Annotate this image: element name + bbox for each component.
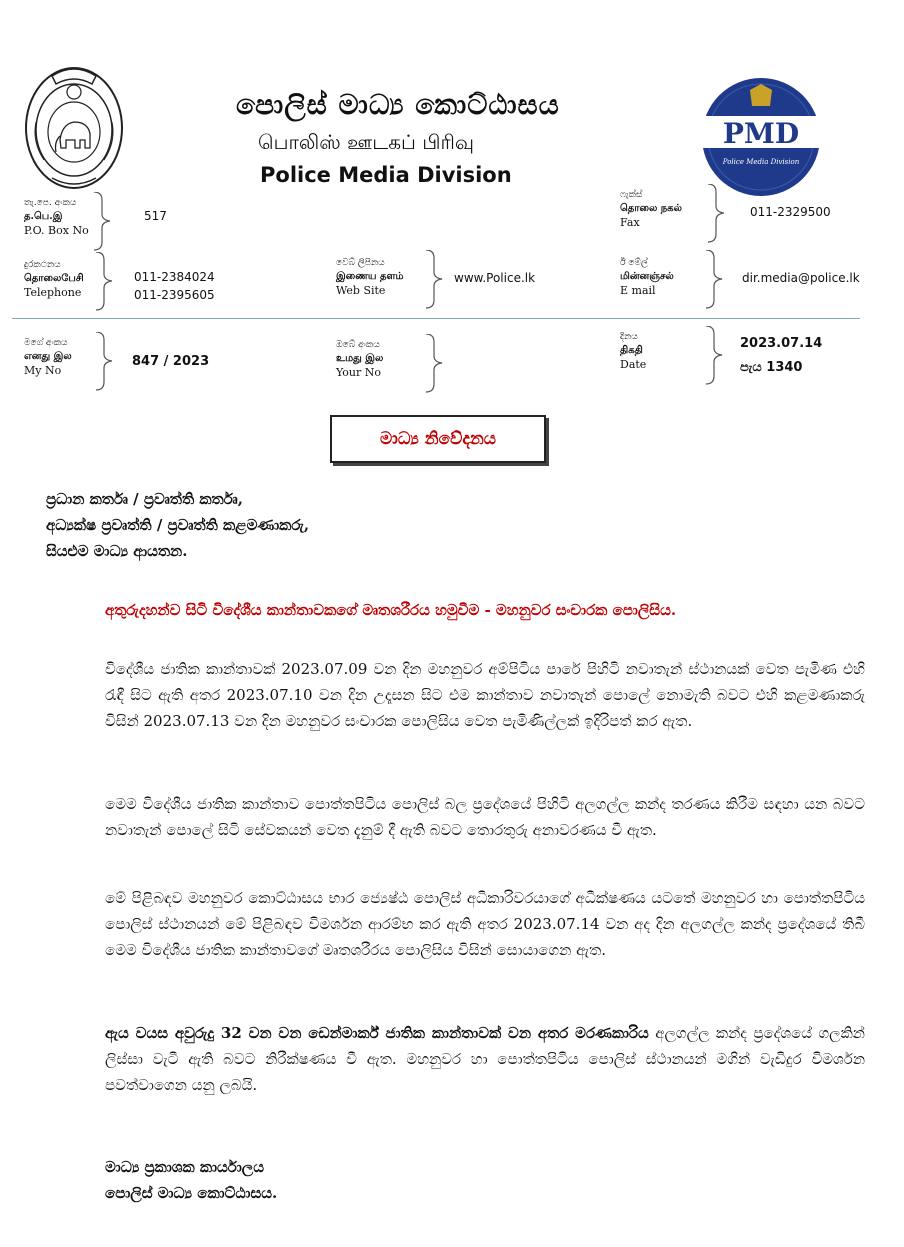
- telephone-value-2: 011-2395605: [134, 288, 215, 302]
- website-value[interactable]: www.Police.lk: [454, 271, 536, 285]
- brace-icon: [704, 250, 726, 310]
- title-english: Police Media Division: [260, 163, 512, 187]
- signature-line: මාධ්‍ය ප්‍රකාශක කාර්යාලය: [105, 1158, 265, 1176]
- media-release-title: මාධ්‍ය නිවේදනය: [330, 415, 546, 463]
- pmd-logo-text: PMD: [722, 117, 800, 150]
- pmd-logo-caption: Police Media Division: [722, 158, 800, 166]
- my-no-label: මගේ අංකය எனது இல My No: [24, 338, 72, 377]
- your-no-label: ඔබේ අංකය உமது இல Your No: [336, 340, 384, 379]
- paragraph-4-rest: අලගල්ල කන්ද ප්‍රදේශයේ ගලකින් ලිස්සා වැටී ඇති බවට නිරීක්ෂණය වී ඇත. මහනුවර හා පොත්තපිටිය පොලිස් ස්ථානයන් මගින් වැඩිදුර විමර්ශන පවත්වාගෙන යනු ලබයි.: [105, 1024, 865, 1094]
- title-tamil: பொலிஸ் ஊடகப் பிரிவு: [258, 130, 475, 154]
- addressee-line: සියළුම මාධ්‍ය ආයතන.: [46, 542, 188, 560]
- pobox-value: 517: [144, 209, 167, 223]
- website-label: වෙබ් ලිපිනය இணைய தளம் Web Site: [336, 258, 404, 297]
- brace-icon: [704, 326, 726, 386]
- my-no-value: 847 / 2023: [132, 354, 210, 369]
- paragraph-2: මෙම විදේශීය ජාතික කාන්තාව පොත්තපිටිය පොලිස් බල ප්‍රදේශයේ පිහිටි අලගල්ල කන්ද තරණය කිරීම සඳහා යන බවට නවාතැන් පොලේ සිටි සේවකයන් වෙත දැනුම් දී ඇති බවට තොරතුරු අනාවරණය වී ඇත.: [105, 795, 865, 839]
- addressee-line: අධ්‍යක්ෂ ප්‍රවෘත්ති / ප්‍රවෘත්ති කළමණාකරු,: [46, 516, 310, 534]
- brace-icon: [424, 250, 446, 310]
- paragraph-1: විදේශීය ජාතික කාන්තාවක් 2023.07.09 වන දින මහනුවර අම්පිටිය පාරේ පිහිටි නවාතැන් ස්ථානයක් වෙත පැමිණ එහි රැඳී සිට ඇති අතර 2023.07.10 වන දින උදෑසන සිට එම කාන්තාව නවාතැන් පොලේ නොමැති බවට එහි කළමණාකරු විසින් 2023.07.13 වන දින මහනුවර සංචාරක පොලිසිය වෙත පැමිණිල්ලක් ඉදිරිපත් කර ඇත.: [105, 660, 865, 730]
- divider: [12, 318, 860, 319]
- brace-icon: [94, 252, 116, 312]
- headline: අතුරුදහන්ව සිටි විදේශීය කාන්තාවකගේ මෘතශරීරය හමුවීම - මහනුවර සංචාරක පොලිසිය.: [105, 601, 677, 619]
- addressee-line: ප්‍රධාන කර්තෘ / ප්‍රවෘත්ති කර්තෘ,: [46, 490, 243, 508]
- email-value[interactable]: dir.media@police.lk: [742, 271, 860, 285]
- addressees: [46, 486, 309, 564]
- date-value: 2023.07.14: [740, 336, 823, 351]
- brace-icon: [94, 332, 116, 392]
- fax-label: ෆැක්ස් தொலை நகல் Fax: [620, 190, 682, 229]
- paragraph-3: මේ පිළිබඳව මහනුවර කොට්ඨාසය භාර ජ්‍යෙෂ්ඨ පොලිස් අධිකාරිවරයාගේ අධීක්ෂණය යටතේ මහනුවර හා පොත්තපිටිය පොලිස් ස්ථානයන් මේ පිළිබඳව විමර්ශන ආරම්භ කර ඇති අතර 2023.07.14 වන අද දින අලගල්ල කන්ද ප්‍රදේශයේ තිබී මෙම විදේශීය ජාතික කාන්තාවගේ මෘතශරීරය පොලිසිය විසින් සොයාගෙන ඇත.: [105, 889, 865, 959]
- pmd-logo: [700, 76, 822, 198]
- email-label: ඊ මේල් மின்னஞ்சல் E mail: [620, 258, 674, 297]
- brace-icon: [424, 334, 446, 394]
- telephone-label: දුරකථනය தொலைபேசி Telephone: [24, 260, 84, 299]
- brace-icon: [92, 192, 114, 252]
- pobox-label: තැ.පෙ. අංකය த.பெ.இ P.O. Box No: [24, 198, 89, 237]
- brace-icon: [706, 184, 728, 244]
- date-label: දිනය திகதி Date: [620, 332, 647, 371]
- police-emblem-logo: [22, 62, 126, 192]
- paragraph-4-bold: ඇය වයස අවුරුදු 32 වන වන ඩෙන්මාර්ක් ජාතික කාන්තාවක් වන අතර මරණකාරිය: [105, 1024, 649, 1042]
- signature-block: [105, 1154, 277, 1206]
- time-value: පැය 1340: [740, 360, 803, 375]
- title-sinhala: පොලිස් මාධ්‍ය කොට්ඨාසය: [236, 88, 560, 121]
- signature-line: පොලිස් මාධ්‍ය කොට්ඨාසය.: [105, 1184, 278, 1202]
- fax-value: 011-2329500: [750, 205, 831, 219]
- paragraph-4: [105, 1020, 865, 1098]
- telephone-value-1: 011-2384024: [134, 270, 215, 284]
